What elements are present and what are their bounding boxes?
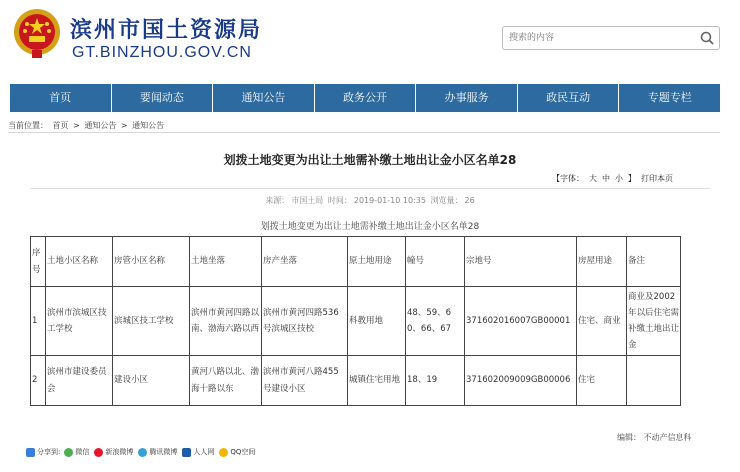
table-cell: 滨州市建设委员会 xyxy=(46,356,113,406)
breadcrumb-home[interactable]: 首页 xyxy=(52,121,69,130)
search-icon[interactable] xyxy=(699,30,715,46)
table-cell: 371602009009GB00006 xyxy=(465,356,577,406)
breadcrumb-separator: > xyxy=(120,121,128,130)
table-cell: 住宅、商业 xyxy=(577,287,627,356)
search-input[interactable] xyxy=(509,30,689,46)
breadcrumb-separator: > xyxy=(73,121,80,130)
share-qzone[interactable] xyxy=(219,447,255,457)
article-meta xyxy=(0,195,740,206)
main-nav xyxy=(10,84,720,112)
weibo-icon xyxy=(94,448,103,457)
nav-item-notices[interactable]: 通知公告 xyxy=(213,84,315,112)
table-cell: 滨州市黄河四路536号滨城区技校 xyxy=(262,287,348,356)
views-label: 浏览量： xyxy=(430,196,463,205)
views-value: 26 xyxy=(464,196,475,205)
font-large-button[interactable]: 大 xyxy=(589,174,597,183)
font-size-tools xyxy=(552,173,678,184)
table-cell: 住宅 xyxy=(577,356,627,406)
header-cell: 幢号 xyxy=(406,237,465,287)
page-title: 划拨土地变更为出让土地需补缴土地出让金小区名单28 xyxy=(223,153,517,167)
share-plus-icon xyxy=(26,448,35,457)
breadcrumb xyxy=(8,120,166,131)
share-renren[interactable] xyxy=(182,447,214,457)
qzone-star-icon xyxy=(219,448,228,457)
table-cell: 科教用地 xyxy=(348,287,406,356)
share-sina-weibo[interactable] xyxy=(94,447,133,457)
table-cell xyxy=(627,356,681,406)
table-cell: 2 xyxy=(31,356,46,406)
header-cell: 房产坐落 xyxy=(262,237,348,287)
header-cell: 房屋用途 xyxy=(577,237,627,287)
site-header xyxy=(0,0,740,82)
header-cell: 房管小区名称 xyxy=(113,237,190,287)
divider xyxy=(30,188,710,189)
share-label-text: 分享到: xyxy=(37,448,61,456)
header-cell: 序号 xyxy=(31,237,46,287)
share-label xyxy=(26,447,60,457)
font-small-button[interactable]: 小 xyxy=(615,174,623,183)
divider xyxy=(8,132,720,133)
table-caption: 划拨土地变更为出让土地需补缴土地出让金小区名单28 xyxy=(260,222,480,232)
search-box xyxy=(502,26,720,50)
table-cell: 城镇住宅用地 xyxy=(348,356,406,406)
font-medium-button[interactable]: 中 xyxy=(602,174,610,183)
table-cell: 18、19 xyxy=(406,356,465,406)
header-cell: 土地小区名称 xyxy=(46,237,113,287)
share-tencent-weibo[interactable] xyxy=(138,447,177,457)
table-cell: 滨城区技工学校 xyxy=(113,287,190,356)
table-cell: 1 xyxy=(31,287,46,356)
font-label-close: 】 xyxy=(628,174,636,183)
table-cell: 建设小区 xyxy=(113,356,190,406)
table-cell: 滨州市黄河四路以南、渤海六路以西 xyxy=(190,287,262,356)
table-cell: 371602016007GB00001 xyxy=(465,287,577,356)
table-cell: 商业及2002年以后住宅需补缴土地出让金 xyxy=(627,287,681,356)
breadcrumb-current[interactable]: 通知公告 xyxy=(132,121,165,130)
share-qzone-label: QQ空间 xyxy=(230,448,256,456)
share-wechat[interactable] xyxy=(64,447,89,457)
nav-item-services[interactable]: 办事服务 xyxy=(416,84,518,112)
font-label: 【字体： xyxy=(552,174,584,183)
renren-icon xyxy=(182,448,191,457)
share-renren-label: 人人网 xyxy=(193,448,215,456)
table-cell: 48、59、60、66、67 xyxy=(406,287,465,356)
nav-item-interaction[interactable]: 政民互动 xyxy=(518,84,620,112)
nav-item-topics[interactable]: 专题专栏 xyxy=(647,91,692,104)
table-cell: 黄河八路以北、渤海十路以东 xyxy=(190,356,262,406)
print-button[interactable]: 打印本页 xyxy=(641,174,673,183)
site-title: 滨州市国土资源局 xyxy=(70,18,263,43)
header-cell: 土地坐落 xyxy=(190,237,262,287)
share-bar xyxy=(26,447,260,457)
site-domain: GT.BINZHOU.GOV.CN xyxy=(72,44,252,61)
table-header-row xyxy=(31,237,681,287)
editor-credit: 编辑： 不动产信息科 xyxy=(617,433,692,442)
source-value: 市国土局 xyxy=(291,196,324,205)
share-sina-label: 新浪微博 xyxy=(105,448,134,456)
wechat-icon xyxy=(64,448,73,457)
land-table xyxy=(30,236,681,406)
table-row xyxy=(31,356,681,406)
share-tencent-label: 腾讯微博 xyxy=(149,448,178,456)
breadcrumb-notices[interactable]: 通知公告 xyxy=(84,121,117,130)
header-cell: 备注 xyxy=(627,237,681,287)
table-cell: 滨州市滨城区技工学校 xyxy=(46,287,113,356)
time-value: 2019-01-10 10:35 xyxy=(353,196,426,205)
nav-item-news[interactable]: 要闻动态 xyxy=(112,84,214,112)
table-cell: 滨州市黄河八路455号建设小区 xyxy=(262,356,348,406)
breadcrumb-label: 当前位置： xyxy=(8,121,48,130)
header-cell: 宗地号 xyxy=(465,237,577,287)
national-emblem-icon xyxy=(12,6,62,60)
tencent-weibo-icon xyxy=(138,448,147,457)
time-label: 时间： xyxy=(327,196,352,205)
source-label: 来源： xyxy=(265,196,290,205)
table-row xyxy=(31,287,681,356)
nav-item-home[interactable]: 首页 xyxy=(10,84,112,112)
share-wechat-label: 微信 xyxy=(75,448,90,456)
nav-item-government-affairs[interactable]: 政务公开 xyxy=(315,84,417,112)
header-cell: 原土地用途 xyxy=(348,237,406,287)
